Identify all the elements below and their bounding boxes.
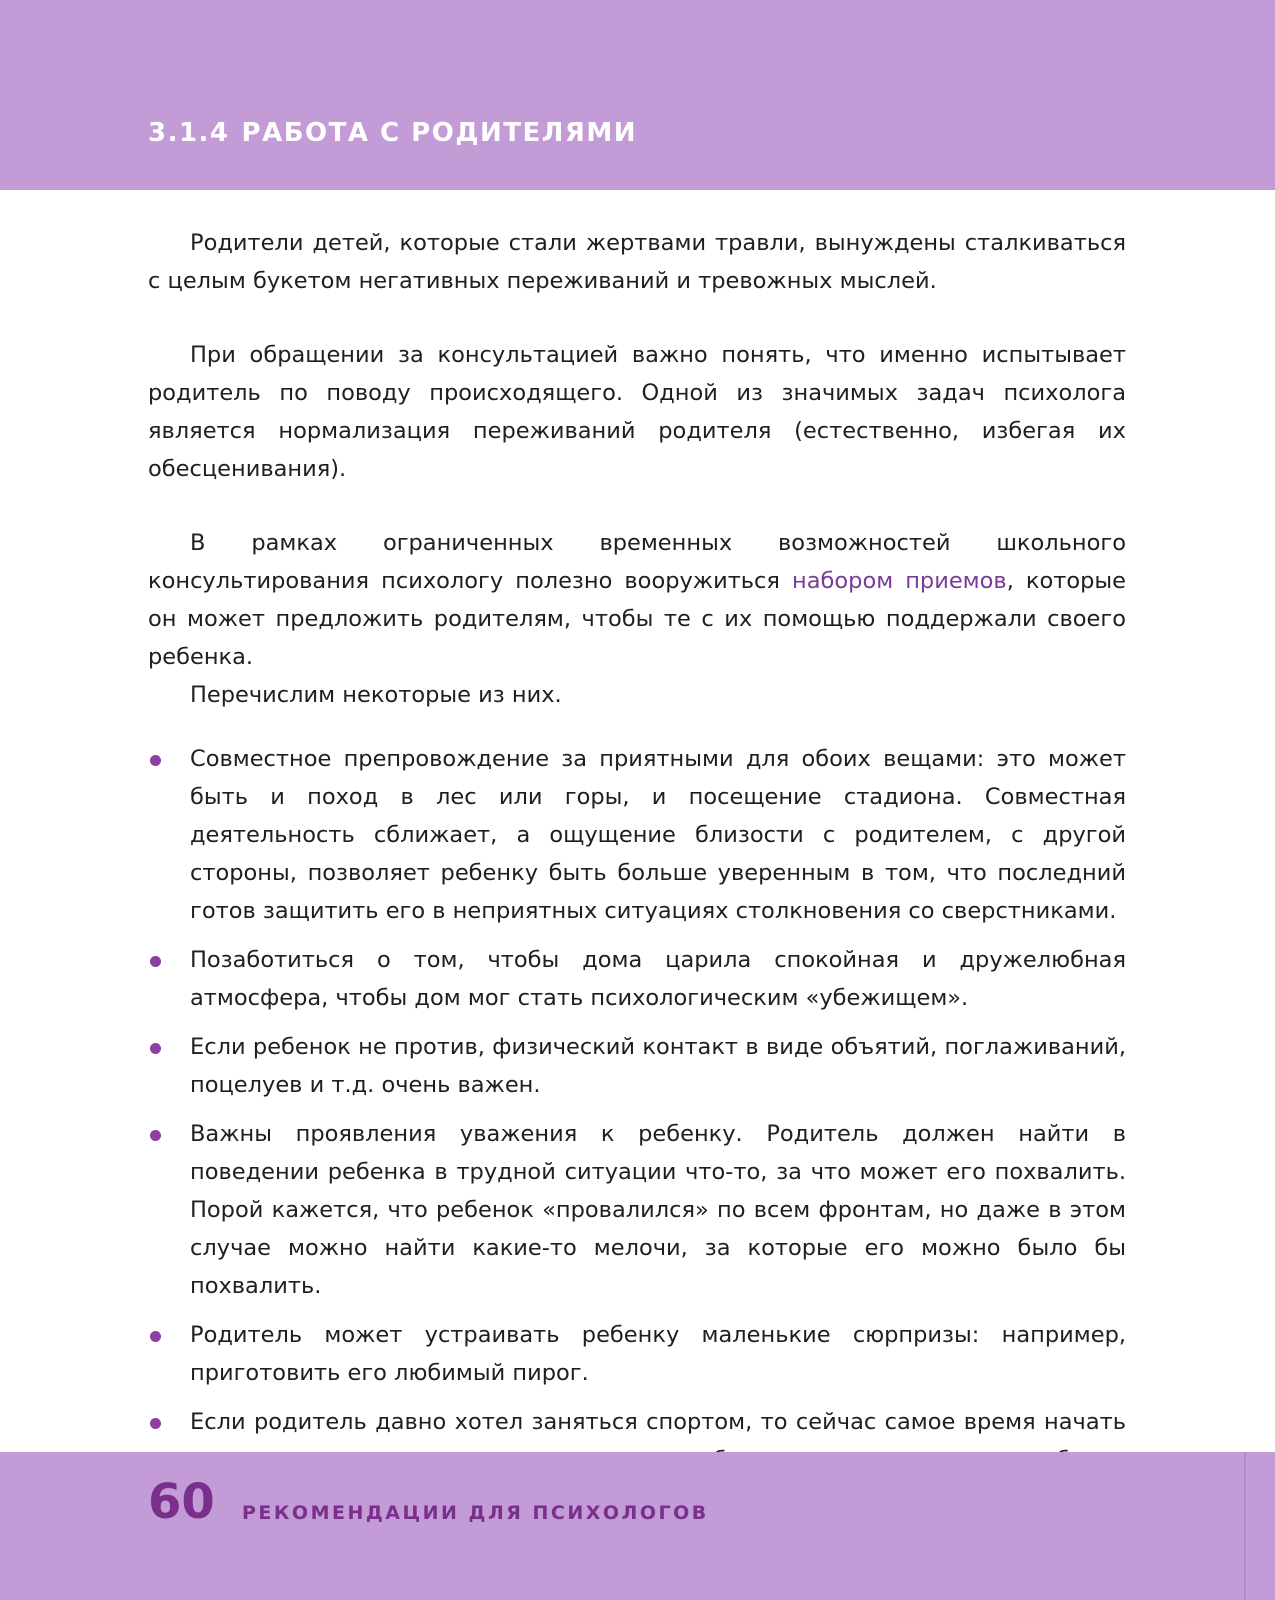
list-item [148,1028,1126,1104]
list-item-text: Важны проявления уважения к ребенку. Родитель должен найти в поведении ребенка в трудной ситуации что-то, за что может его похвалить. Порой кажется, что ребенок «провалился» по всем фронтам, но даже в этом случае можно найти какие-то мелочи, за которые его можно было бы похвалить. [190,1121,1126,1299]
list-item [148,941,1126,1017]
paragraph-4: Перечислим некоторые из них. [190,682,562,708]
paragraph-1: Родители детей, которые стали жертвами травли, вынуждены сталкиваться с целым букетом негативных переживаний и тревожных мыслей. [148,230,1126,294]
paragraph-3-start: В рамках ограниченных временных возможностей школьного консультирования психологу полезно вооружиться [148,530,1126,594]
page-edge-divider [1244,1452,1246,1600]
list-item [148,1115,1126,1305]
page-number: 60 [148,1474,215,1530]
list-item-text: Если ребенок не против, физический контакт в виде объятий, поглаживаний, поцелуев и т.д. очень важен. [190,1034,1126,1098]
bullet-dot-icon [150,755,161,766]
footer-band [0,1452,1275,1600]
list-item-text: Позаботиться о том, чтобы дома царила спокойная и дружелюбная атмосфера, чтобы дом мог стать психологическим «убежищем». [190,947,1126,1011]
paragraph-3 [148,524,1126,676]
section-number: 3.1.4 [148,118,230,148]
body-text [148,224,1126,1528]
header-band [0,0,1275,190]
list-item-text: Если родитель давно хотел заняться спортом, то сейчас самое время начать [190,1409,1126,1435]
list-item-text: Совместное препровождение за приятными для обоих вещами: это может быть и поход в лес или горы, и посещение стадиона. Совместная деятельность сближает, а ощущение близости с родителем, с другой стороны, позволяет ребенку быть больше уверенным в том, что последний готов защитить его в неприятных ситуациях столкновения со сверстниками. [190,746,1126,924]
bullet-dot-icon [150,1130,161,1141]
bullet-dot-icon [150,956,161,967]
section-title: РАБОТА С РОДИТЕЛЯМИ [241,118,637,148]
running-title: РЕКОМЕНДАЦИИ ДЛЯ ПСИХОЛОГОВ [242,1502,709,1524]
list-item [148,740,1126,930]
list-item-text: Родитель может устраивать ребенку маленькие сюрпризы: например, приготовить его любимый пирог. [190,1322,1126,1386]
bullet-dot-icon [150,1043,161,1054]
paragraph-3-end: , которые он может предложить родителям, чтобы те с их помощью поддержали своего ребенка. [148,568,1126,670]
list-item [148,1316,1126,1392]
paragraph-2: При обращении за консультацией важно понять, что именно испытывает родитель по поводу происходящего. Одной из значимых задач психолога является нормализация переживаний родителя (естественно, избегая их обесценивания). [148,342,1126,482]
bullet-dot-icon [150,1418,161,1429]
section-heading [148,118,637,148]
bullet-dot-icon [150,1331,161,1342]
bullet-list [148,740,1126,1517]
highlighted-term: набором приемов [792,568,1007,594]
